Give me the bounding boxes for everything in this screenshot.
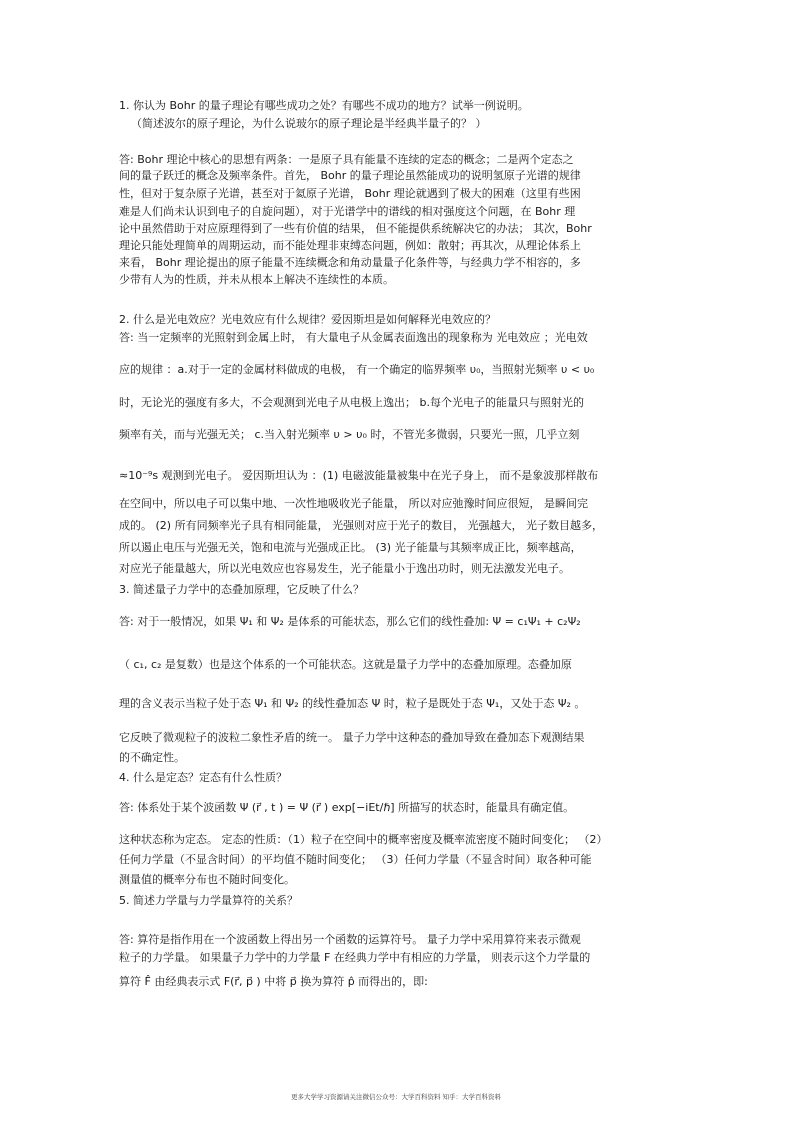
question-5-title: 5. 简述力学量与力学量算符的关系？ bbox=[119, 894, 298, 907]
question-4-title: 4. 什么是定态？定态有什么性质？ bbox=[119, 771, 287, 784]
answer-3-line-1: 答: 对于一般情况，如果 Ψ₁ 和 Ψ₂ 是体系的可能状态，那么它们的线性叠加: Ψ = c₁Ψ₁ + c₂Ψ₂ bbox=[119, 615, 581, 628]
answer-1-line-5: 论中虽然借助于对应原理得到了一些有价值的结果， 但不能提供系统解决它的办法； 其次，Bohr bbox=[119, 222, 592, 235]
answer-2-line-9: 对应光子能量越大，所以光电效应也容易发生，光子能量小于逸出功时，则无法激发光电子。 bbox=[119, 562, 570, 575]
question-1-subtitle: （简述波尔的原子理论，为什么说玻尔的原子理论是半经典半量子的？ ） bbox=[131, 117, 487, 130]
answer-5-line-1: 答: 算符是指作用在一个波函数上得出另一个函数的运算符号。 量子力学中采用算符来表示微观 bbox=[119, 933, 581, 946]
answer-2-line-2: 应的规律 ：a.对于一定的金属材料做成的电极， 有一个确定的临界频率 υ₀，当照射光频率 υ < υ₀ bbox=[119, 363, 595, 376]
answer-2-line-5: ≈10⁻⁹s 观测到光电子。 爱因斯坦认为 ：(1) 电磁波能量被集中在光子身上， 而不是象波那样散布 bbox=[119, 469, 599, 482]
answer-4-line-3: 任何力学量（不显含时间）的平均值不随时间变化； （3）任何力学量（不显含时间）取各种可能 bbox=[119, 853, 592, 866]
answer-3-line-4: 它反映了微观粒子的波粒二象性矛盾的统一。 量子力学中这种态的叠加导致在叠加态下观测结果 bbox=[119, 731, 585, 744]
answer-1-line-7: 来看， Bohr 理论提出的原子能量不连续概念和角动量量子化条件等，与经典力学不相容的，多 bbox=[119, 256, 581, 269]
answer-2-line-7: 成的。 (2) 所有同频率光子具有相同能量， 光强则对应于光子的数目， 光强越大， 光子数目越多， bbox=[119, 519, 604, 532]
answer-3-line-3: 理的含义表示当粒子处于态 Ψ₁ 和 Ψ₂ 的线性叠加态 Ψ 时，粒子是既处于态 Ψ₁，又处于态 Ψ₂ 。 bbox=[119, 697, 586, 710]
question-2-title: 2. 什么是光电效应？光电效应有什么规律？爱因斯坦是如何解释光电效应的？ bbox=[119, 313, 496, 326]
answer-3-line-2: （ c₁, c₂ 是复数）也是这个体系的一个可能状态。这就是量子力学中的态叠加原理。态叠加原 bbox=[119, 658, 572, 671]
answer-2-line-1: 答: 当一定频率的光照射到金属上时， 有大量电子从金属表面逸出的现象称为 光电效应 ；光电效 bbox=[119, 331, 588, 344]
page-footer: 更多大学学习资源请关注微信公众号：大学百科资料 知乎：大学百科资料 bbox=[290, 1093, 502, 1101]
answer-2-line-4: 频率有关，而与光强无关； c.当入射光频率 υ > υ₀ 时，不管光多微弱，只要光一照，几乎立刻 bbox=[119, 428, 580, 441]
answer-1-line-3: 性，但对于复杂原子光谱，甚至对于氦原子光谱， Bohr 理论就遇到了极大的困难（这里有些困 bbox=[119, 187, 581, 200]
answer-1-line-4: 难是人们尚未认识到电子的自旋问题），对于光谱学中的谱线的相对强度这个问题，在 Bohr 理 bbox=[119, 205, 576, 218]
answer-2-line-8: 所以遏止电压与光强无关，饱和电流与光强成正比。 (3) 光子能量与其频率成正比，频率越高， bbox=[119, 541, 582, 554]
question-3-title: 3. 简述量子力学中的态叠加原理，它反映了什么？ bbox=[119, 583, 364, 596]
answer-5-line-3: 算符 F̂ 由经典表示式 F(r⃗, p⃗ ) 中将 p⃗ 换为算符 p̂ 而得出的，即: bbox=[119, 975, 428, 988]
answer-4-line-4: 测量值的概率分布也不随时间变化。 bbox=[119, 873, 295, 886]
answer-1-line-2: 间的量子跃迁的概念及频率条件。首先， Bohr 的量子理论虽然能成功的说明氢原子光谱的规律 bbox=[119, 169, 581, 182]
answer-4-line-2: 这种状态称为定态。 定态的性质：（1）粒子在空间中的概率密度及概率流密度不随时间变化； （2） bbox=[119, 833, 608, 846]
answer-2-line-3: 时，无论光的强度有多大，不会观测到光电子从电极上逸出； b.每个光电子的能量只与照射光的 bbox=[119, 396, 584, 409]
question-1-title: 1. 你认为 Bohr 的量子理论有哪些成功之处？有哪些不成功的地方？试举一例说明。 bbox=[119, 99, 529, 112]
answer-5-line-2: 粒子的力学量。 如果量子力学中的力学量 F 在经典力学中有相应的力学量， 则表示这个力学量的 bbox=[119, 951, 591, 964]
answer-1-line-6: 理论只能处理简单的周期运动，而不能处理非束缚态问题，例如：散射；再其次，从理论体系上 bbox=[119, 239, 581, 252]
answer-4-line-1: 答: 体系处于某个波函数 Ψ (r⃗ , t ) = Ψ (r⃗ ) exp[−iEt/ℏ] 所描写的状态时，能量具有确定值。 bbox=[119, 801, 575, 814]
answer-2-line-6: 在空间中，所以电子可以集中地、一次性地吸收光子能量， 所以对应弛豫时间应很短， 是瞬间完 bbox=[119, 497, 588, 510]
answer-3-line-5: 的不确定性。 bbox=[119, 751, 185, 764]
answer-1-line-1: 答: Bohr 理论中核心的思想有两条：一是原子具有能量不连续的定态的概念；二是两个定态之 bbox=[119, 153, 574, 166]
answer-1-line-8: 少带有人为的性质，并未从根本上解决不连续性的本质。 bbox=[119, 273, 394, 286]
